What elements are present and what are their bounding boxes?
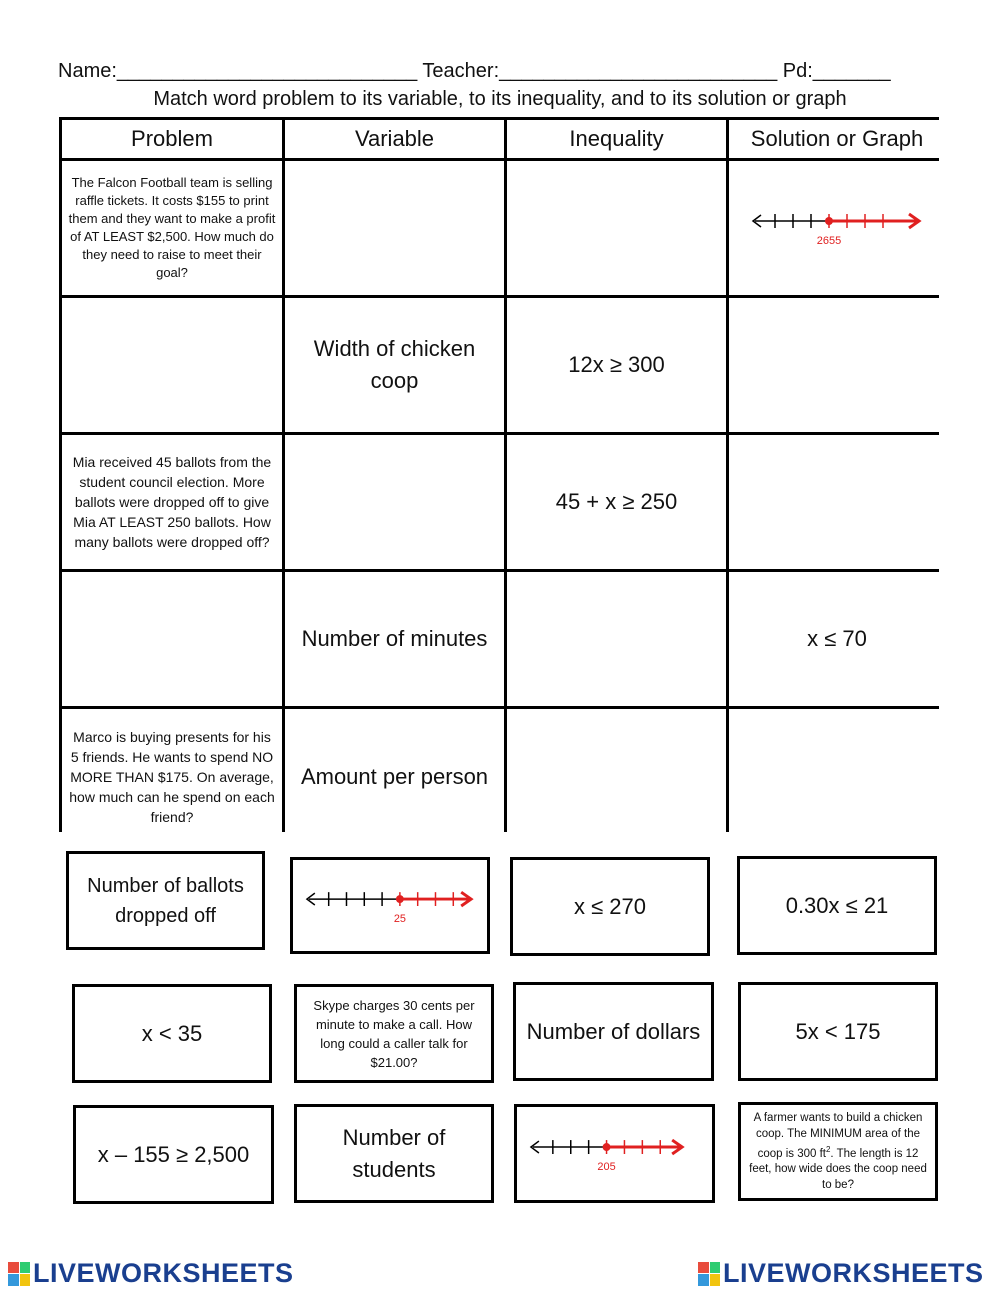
number-line-graph: [301, 884, 479, 928]
column-header-problem: Problem: [62, 120, 282, 158]
card-5x-lt-175[interactable]: 5x < 175: [738, 982, 938, 1081]
row3-solution-dropzone[interactable]: [729, 435, 945, 569]
row1-inequality-dropzone[interactable]: [507, 161, 726, 295]
closed-dot: [396, 895, 404, 903]
number-line-graph: [747, 206, 927, 250]
column-header-variable: Variable: [285, 120, 504, 158]
row2-solution-dropzone[interactable]: [729, 298, 945, 432]
column-header-solution: Solution or Graph: [729, 120, 945, 158]
row5-solution-dropzone[interactable]: [729, 709, 945, 844]
coop-text-start: A farmer wants to build a chicken coop. The MINIMUM area of the coop is 300 ft: [753, 1111, 923, 1160]
name-teacher-period-line: Name:___________________________ Teacher:_________________________ Pd:_______: [58, 60, 891, 82]
liveworksheets-logo-right: [698, 1258, 984, 1289]
row5-variable: Amount per person: [285, 709, 504, 844]
card-skype-problem[interactable]: Skype charges 30 cents per minute to make a call. How long could a caller talk for $21.00?: [294, 984, 494, 1083]
row4-problem-dropzone[interactable]: [62, 572, 282, 706]
row4-solution: x ≤ 70: [729, 572, 945, 706]
row4-inequality-dropzone[interactable]: [507, 572, 726, 706]
graph-label: 25: [393, 912, 406, 925]
row3-variable-dropzone[interactable]: [285, 435, 504, 569]
card-030x-le-21[interactable]: 0.30x ≤ 21: [737, 856, 937, 955]
closed-dot: [825, 217, 833, 225]
card-number-of-ballots[interactable]: Number of ballots dropped off: [66, 851, 265, 950]
row2-inequality: 12x ≥ 300: [507, 298, 726, 432]
row5-problem: Marco is buying presents for his 5 friends. He wants to spend NO MORE THAN $175. On average, how much can he spend on each friend?: [62, 709, 282, 844]
closed-dot: [603, 1143, 611, 1151]
row5-inequality-dropzone[interactable]: [507, 709, 726, 844]
card-x-lt-35[interactable]: x < 35: [72, 984, 272, 1083]
row2-variable: Width of chicken coop: [285, 298, 504, 432]
card-graph-205[interactable]: [514, 1104, 715, 1203]
coop-text-superscript: 2: [825, 1144, 831, 1154]
liveworksheets-logo-left: [8, 1258, 294, 1289]
coop-text-end: . The length is 12 feet, how wide does the coop need to be?: [749, 1147, 927, 1192]
row1-solution-graph: [729, 161, 945, 295]
column-header-inequality: Inequality: [507, 120, 726, 158]
row4-variable: Number of minutes: [285, 572, 504, 706]
matching-table: [59, 117, 939, 832]
card-number-of-students[interactable]: Number of students: [294, 1104, 494, 1203]
card-chicken-coop-problem[interactable]: [738, 1102, 938, 1201]
graph-label: 205: [597, 1160, 616, 1173]
logo-mark-icon: [8, 1262, 30, 1286]
card-x-le-270[interactable]: x ≤ 270: [510, 857, 710, 956]
graph-label: 2655: [816, 235, 842, 247]
logo-text: LIVEWORKSHEETS: [33, 1258, 294, 1288]
logo-text: LIVEWORKSHEETS: [723, 1258, 984, 1288]
row1-variable-dropzone[interactable]: [285, 161, 504, 295]
logo-mark-icon: [698, 1262, 720, 1286]
row1-problem: The Falcon Football team is selling raffle tickets. It costs $155 to print them and they want to make a profit of AT LEAST $2,500. How much do they need to raise to meet their goal?: [62, 161, 282, 295]
number-line-graph: [525, 1132, 704, 1176]
row3-inequality: 45 + x ≥ 250: [507, 435, 726, 569]
row3-problem: Mia received 45 ballots from the student council election. More ballots were dropped off to give Mia AT LEAST 250 ballots. How many ballots were dropped off?: [62, 435, 282, 569]
instructions: Match word problem to its variable, to its inequality, and to its solution or graph: [153, 88, 847, 110]
card-number-of-dollars[interactable]: Number of dollars: [513, 982, 714, 1081]
row2-problem-dropzone[interactable]: [62, 298, 282, 432]
card-x-minus-155[interactable]: x – 155 ≥ 2,500: [73, 1105, 274, 1204]
card-graph-25[interactable]: [290, 857, 490, 954]
